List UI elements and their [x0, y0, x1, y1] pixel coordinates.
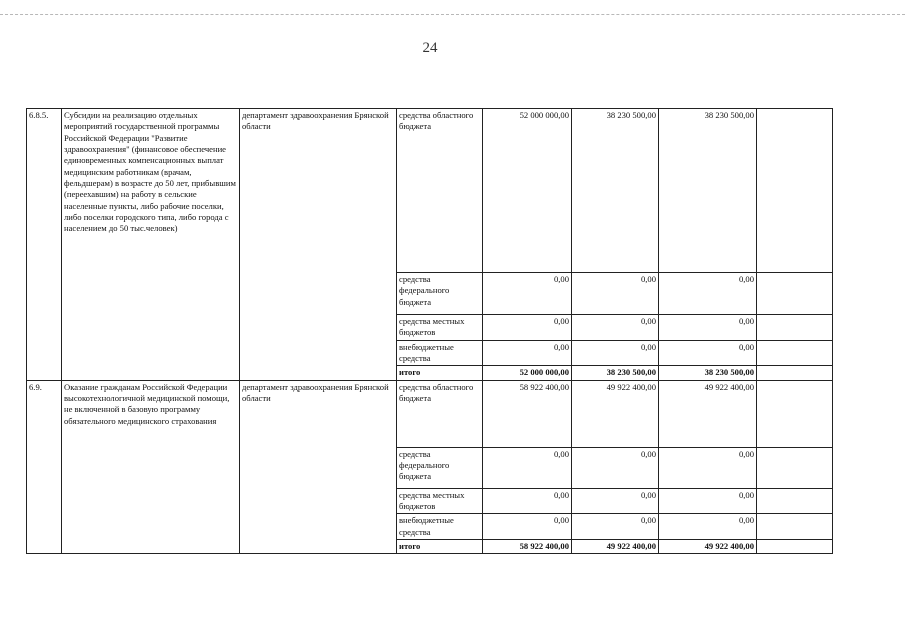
amount-cell: 58 922 400,00: [483, 540, 572, 554]
amount-cell: [757, 447, 833, 488]
amount-cell: 0,00: [572, 514, 659, 540]
amount-cell: 0,00: [483, 447, 572, 488]
funding-source: средства федерального бюджета: [397, 447, 483, 488]
amount-cell: 49 922 400,00: [572, 540, 659, 554]
amount-cell: 0,00: [483, 340, 572, 366]
amount-cell: [757, 273, 833, 315]
scan-edge-line: [0, 14, 905, 15]
amount-cell: 52 000 000,00: [483, 366, 572, 380]
amount-cell: 49 922 400,00: [572, 380, 659, 447]
amount-cell: 0,00: [572, 340, 659, 366]
amount-cell: 0,00: [572, 315, 659, 341]
funding-source: внебюджетные средства: [397, 340, 483, 366]
item-executor: департамент здравоохранения Брянской области: [240, 109, 397, 381]
table-row: [27, 109, 833, 273]
amount-cell: 0,00: [483, 315, 572, 341]
amount-cell: 38 230 500,00: [659, 366, 757, 380]
page-number: 24: [422, 40, 438, 56]
item-executor: департамент здравоохранения Брянской области: [240, 380, 397, 554]
amount-cell: 0,00: [659, 514, 757, 540]
amount-cell: [757, 540, 833, 554]
amount-cell: 52 000 000,00: [483, 109, 572, 273]
amount-cell: 0,00: [659, 447, 757, 488]
amount-cell: [757, 315, 833, 341]
amount-cell: 0,00: [483, 273, 572, 315]
amount-cell: 38 230 500,00: [572, 366, 659, 380]
amount-cell: 0,00: [659, 488, 757, 514]
amount-cell: [757, 340, 833, 366]
amount-cell: 0,00: [572, 488, 659, 514]
table-row: [27, 380, 833, 447]
amount-cell: 0,00: [572, 447, 659, 488]
amount-cell: [757, 380, 833, 447]
amount-cell: 0,00: [659, 340, 757, 366]
amount-cell: 0,00: [659, 315, 757, 341]
budget-table: [26, 108, 833, 554]
funding-source: средства местных бюджетов: [397, 315, 483, 341]
amount-cell: 0,00: [483, 488, 572, 514]
amount-cell: 0,00: [659, 273, 757, 315]
funding-source: средства областного бюджета: [397, 109, 483, 273]
item-name: Субсидии на реализацию отдельных мероприятий государственной программы Российской Федерации "Развитие здравоохранения" (финансовое обеспечение единовременных компенсационных выплат медицинским работникам (врачам, фельдшерам) в возрасте до 50 лет, прибывшим (переехавшим) на работу в сельские населенные пункты, либо рабочие поселки, либо поселки городского типа, либо города с населением до 50 тыс.человек): [62, 109, 240, 381]
amount-cell: [757, 366, 833, 380]
amount-cell: 49 922 400,00: [659, 380, 757, 447]
funding-source: средства федерального бюджета: [397, 273, 483, 315]
amount-cell: [757, 109, 833, 273]
amount-cell: 58 922 400,00: [483, 380, 572, 447]
item-number: 6.8.5.: [27, 109, 62, 381]
funding-source: средства областного бюджета: [397, 380, 483, 447]
amount-cell: 0,00: [572, 273, 659, 315]
amount-cell: [757, 488, 833, 514]
funding-source-total: итого: [397, 540, 483, 554]
funding-source: внебюджетные средства: [397, 514, 483, 540]
funding-source-total: итого: [397, 366, 483, 380]
amount-cell: 0,00: [483, 514, 572, 540]
amount-cell: [757, 514, 833, 540]
item-name: Оказание гражданам Российской Федерации высокотехнологичной медицинской помощи, не включенной в базовую программу обязательного медицинского страхования: [62, 380, 240, 554]
amount-cell: 49 922 400,00: [659, 540, 757, 554]
amount-cell: 38 230 500,00: [659, 109, 757, 273]
funding-source: средства местных бюджетов: [397, 488, 483, 514]
item-number: 6.9.: [27, 380, 62, 554]
amount-cell: 38 230 500,00: [572, 109, 659, 273]
